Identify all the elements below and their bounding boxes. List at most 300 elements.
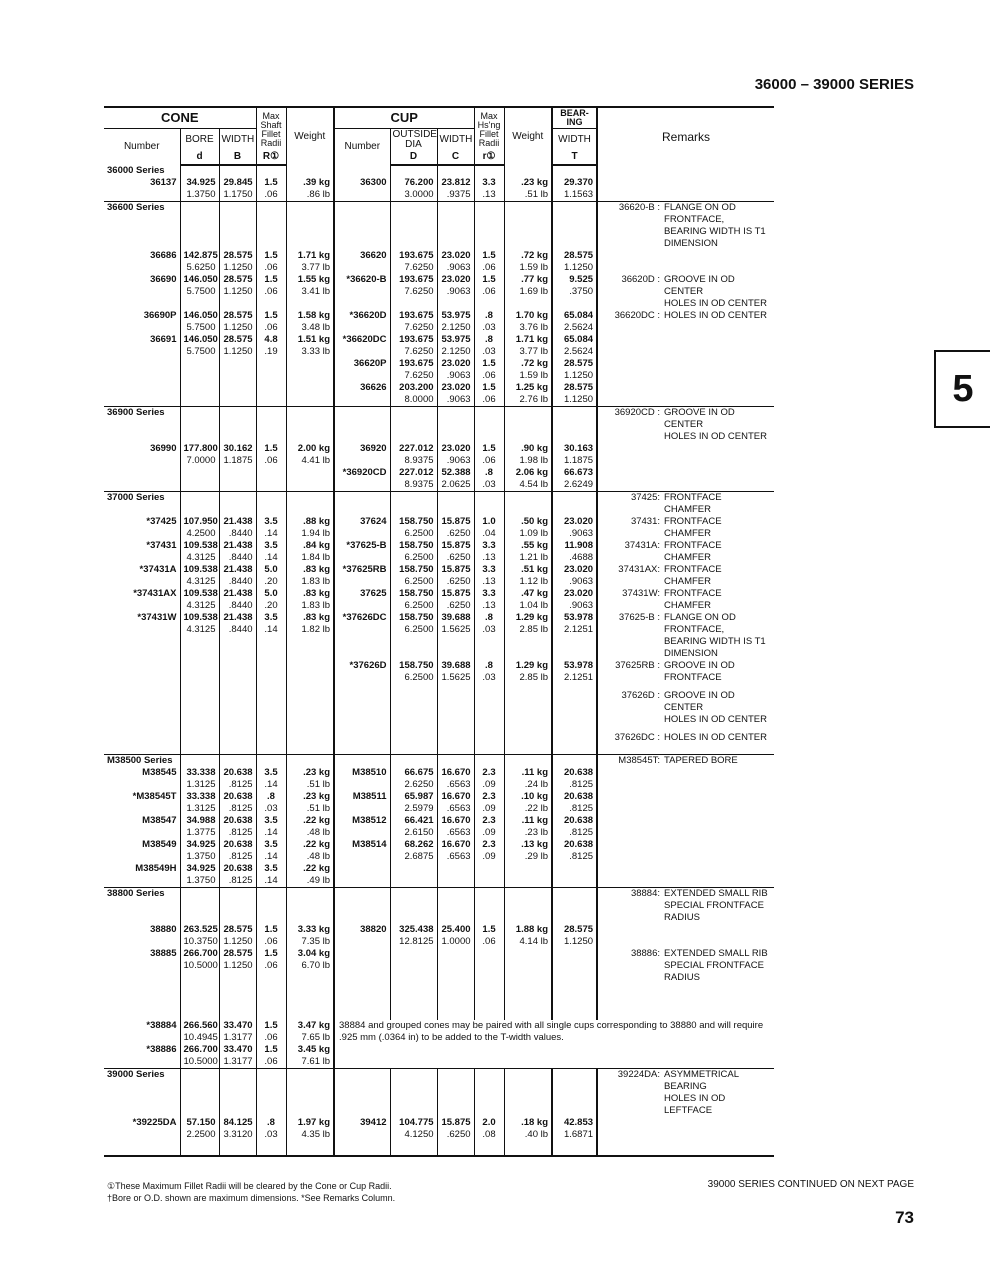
shaft-radius-inch: .14 [264, 827, 278, 838]
remarks-cell [597, 924, 774, 948]
shaft-radius-metric: 3.5 [264, 839, 278, 850]
cup-width-metric: 23.020 [441, 358, 471, 369]
shaft-radius-inch: .06 [264, 960, 278, 971]
cup-number [334, 863, 390, 888]
cone-width [219, 791, 256, 815]
cone-weight-inch: 7.65 lb [301, 1032, 331, 1043]
cone-number [104, 358, 180, 382]
bearing-width-metric: 28.575 [563, 250, 594, 261]
cup-width-inch: .9063 [446, 262, 471, 273]
bore [180, 516, 219, 540]
bearing-width-inch: 1.1250 [563, 936, 594, 947]
housing-radius-metric: .8 [485, 334, 493, 345]
cone-width-inch: 1.1875 [223, 455, 253, 466]
remark-text: GROOVE IN OD CENTER [664, 274, 735, 297]
cone-width [219, 612, 256, 660]
bearing-width [552, 863, 597, 888]
cup-width [437, 767, 474, 791]
series-title: 38800 Series [104, 888, 180, 925]
bearing-width-metric: 28.575 [563, 382, 594, 393]
remark-text: HOLES IN OD LEFTFACE [664, 1093, 726, 1116]
shaft-radius [256, 588, 286, 612]
cup-number: 37624 [334, 516, 390, 540]
outside-dia-inch: 6.2500 [404, 576, 434, 587]
bearing-width-metric: 30.163 [563, 443, 594, 454]
section-tab [934, 350, 990, 428]
remarks-cell [597, 382, 774, 407]
cup-width-inch: 1.5625 [441, 624, 471, 635]
cone-width-metric: 20.638 [223, 767, 253, 778]
outside-dia-inch: 6.2500 [404, 552, 434, 563]
bearing-width [552, 588, 597, 612]
cone-width-metric: 28.575 [223, 274, 253, 285]
cup-weight [504, 1117, 552, 1141]
cone-width [219, 1117, 256, 1141]
cone-weight-metric: .88 kg [303, 516, 331, 527]
cup-width-inch: .6563 [446, 779, 471, 790]
bore [180, 1117, 219, 1141]
remark-text: HOLES IN OD CENTER [664, 714, 767, 725]
shaft-radius-metric: 1.5 [264, 274, 278, 285]
outside-dia-inch: 6.2500 [404, 600, 434, 611]
remark-key [608, 226, 660, 238]
cone-number: *M38545T [132, 791, 177, 802]
shaft-radius-inch: .06 [264, 286, 278, 297]
cone-width [219, 815, 256, 839]
remark-key: 37626D : [621, 690, 661, 701]
remark-line [608, 755, 771, 767]
remark-text: GROOVE IN OD CENTER [664, 690, 735, 713]
cone-weight [286, 839, 334, 863]
housing-radius-metric: 3.3 [482, 540, 496, 551]
cone-width-metric: 21.438 [223, 588, 253, 599]
remark-text: SPECIAL FRONTFACE [664, 900, 764, 911]
outside-dia-metric: 65.987 [404, 791, 434, 802]
shaft-radius-metric: 1.5 [264, 924, 278, 935]
cup-width-inch: 2.1250 [441, 322, 471, 333]
outside-dia-metric: 227.012 [399, 443, 434, 454]
outside-dia-inch: 6.2500 [404, 624, 434, 635]
bearing-width-inch: 1.1250 [563, 370, 594, 381]
remark-key: 38884: [630, 888, 661, 899]
cup-weight [504, 334, 552, 358]
cup-weight-metric: .11 kg [521, 767, 549, 778]
remarks-cell [597, 726, 774, 755]
empty-cell [256, 755, 286, 768]
housing-radius [474, 924, 504, 948]
bore-inch: 1.3750 [186, 875, 216, 886]
bearing-width [552, 564, 597, 588]
cone-weight-metric: .83 kg [303, 588, 331, 599]
cone-width [219, 924, 256, 948]
cone-width-inch: 1.3177 [223, 1056, 253, 1067]
bearing-width-header: WIDTH [552, 129, 597, 152]
bore [180, 612, 219, 660]
cup-weight [504, 839, 552, 863]
outside-dia [390, 588, 437, 612]
remarks-cell [597, 660, 774, 684]
cone-weight-inch: 4.35 lb [301, 1129, 331, 1140]
remarks-cell [597, 334, 774, 358]
shaft-radius-inch: .06 [264, 189, 278, 200]
table-row [104, 250, 774, 274]
remark-text: FLANGE ON OD FRONTFACE, [664, 202, 736, 225]
shaft-radius-inch: .14 [264, 851, 278, 862]
cup-width-inch: .6563 [446, 827, 471, 838]
empty-cell [552, 1069, 597, 1118]
outside-dia-metric: 104.775 [399, 1117, 434, 1128]
cup-width [437, 839, 474, 863]
empty-cell [390, 407, 437, 444]
cup-width-inch: 2.1250 [441, 346, 471, 357]
bearing-width-metric: 28.575 [563, 924, 594, 935]
remark-text: SPECIAL FRONTFACE [664, 960, 764, 971]
cup-width [437, 564, 474, 588]
empty-cell [286, 888, 334, 925]
cup-weight-header: Weight [504, 107, 552, 165]
housing-radius [474, 1117, 504, 1141]
bearing-width [552, 660, 597, 684]
housing-radius-inch: .03 [482, 624, 496, 635]
bore-metric: 109.538 [183, 564, 218, 575]
outside-dia-inch: 8.9375 [404, 479, 434, 490]
cup-width [437, 660, 474, 684]
shaft-radius [256, 358, 286, 382]
cone-width-inch: 3.3120 [223, 1129, 253, 1140]
outside-dia-inch: 7.6250 [404, 370, 434, 381]
empty-cell [286, 684, 334, 726]
cone-width-metric: 20.638 [223, 815, 253, 826]
cup-number: M38512 [334, 815, 390, 839]
cup-width-metric: 23.020 [441, 250, 471, 261]
bore [180, 467, 219, 492]
table-row [104, 1117, 774, 1141]
remark-key [608, 298, 660, 310]
housing-radius-metric: .8 [485, 660, 493, 671]
bearing-width [552, 767, 597, 791]
cup-number: M38514 [334, 839, 390, 863]
outside-dia [390, 863, 437, 888]
empty-cell [104, 684, 180, 726]
empty-cell [104, 726, 180, 755]
cup-width-metric: 39.688 [441, 612, 471, 623]
cone-weight-inch: .49 lb [306, 875, 331, 886]
cup-width-inch: .6250 [446, 600, 471, 611]
cup-weight-inch: 1.98 lb [519, 455, 549, 466]
housing-radius [474, 274, 504, 310]
table-row [104, 177, 774, 202]
cup-weight-metric: 1.29 kg [515, 660, 549, 671]
cup-width-inch: 1.0000 [441, 936, 471, 947]
cone-number: 36137 [150, 177, 177, 188]
cup-width [437, 358, 474, 382]
continued-note: 39000 SERIES CONTINUED ON NEXT PAGE [707, 1179, 914, 1190]
cup-number: 36620 [334, 250, 390, 274]
cup-width [437, 334, 474, 358]
table-row [104, 467, 774, 492]
housing-radius [474, 540, 504, 564]
housing-radius-inch: .09 [482, 827, 496, 838]
cone-weight-inch: 1.84 lb [301, 552, 331, 563]
empty-cell [180, 1069, 219, 1118]
housing-radius [474, 948, 504, 984]
shaft-radius-metric: 1.5 [264, 250, 278, 261]
series-title: 36900 Series [104, 407, 180, 444]
cone-number: M38549 [142, 839, 177, 850]
cone-weight-metric: .22 kg [303, 839, 331, 850]
cup-width [437, 612, 474, 660]
shaft-radius-inch: .06 [264, 455, 278, 466]
cup-weight [504, 382, 552, 407]
outside-dia-metric: 76.200 [404, 177, 434, 188]
bearing-width-inch: 1.1250 [563, 262, 594, 273]
outside-dia [390, 358, 437, 382]
housing-radius-metric: 2.3 [482, 839, 496, 850]
shaft-radius [256, 540, 286, 564]
empty-cell [504, 726, 552, 755]
spacer-row [104, 984, 774, 1020]
remark-line [608, 612, 771, 636]
outside-dia-inch: 6.2500 [404, 528, 434, 539]
empty-cell [552, 726, 597, 755]
housing-radius-inch: .04 [482, 528, 496, 539]
cone-width [219, 863, 256, 888]
cone-width [219, 250, 256, 274]
bore-metric: 34.925 [186, 863, 216, 874]
cup-weight [504, 250, 552, 274]
cone-weight [286, 540, 334, 564]
outside-dia [390, 767, 437, 791]
cup-weight [504, 443, 552, 467]
cone-weight-inch: 3.77 lb [301, 262, 331, 273]
cone-width-metric: 28.575 [223, 924, 253, 935]
cup-width [437, 924, 474, 948]
cup-width-metric: 15.875 [441, 588, 471, 599]
bore-inch: 4.3125 [186, 576, 216, 587]
shaft-radius-metric: 1.5 [264, 1044, 278, 1055]
shaft-radius-metric: .8 [267, 791, 275, 802]
bearing-width [552, 791, 597, 815]
cup-weight-inch: 1.09 lb [519, 528, 549, 539]
housing-radius-inch: .08 [482, 1129, 496, 1140]
housing-radius [474, 310, 504, 334]
bearing-table-wrapper [104, 106, 774, 1157]
shaft-radius-inch: .20 [264, 600, 278, 611]
remark-text: FRONTFACE CHAMFER [664, 540, 722, 563]
shaft-radius [256, 660, 286, 684]
max-hsng-header: Max Hs'ng Fillet Radii [474, 107, 504, 151]
cone-weight-inch: 1.83 lb [301, 576, 331, 587]
bore-inch: 5.7500 [186, 286, 216, 297]
shaft-radius [256, 863, 286, 888]
cone-weight [286, 334, 334, 358]
shaft-radius-inch: .14 [264, 624, 278, 635]
shaft-radius-inch: .06 [264, 1032, 278, 1043]
bearing-width-symbol: T [552, 151, 597, 165]
remark-line [608, 888, 771, 900]
cone-weight-inch: 3.41 lb [301, 286, 331, 297]
empty-cell [334, 888, 390, 925]
cone-width-inch: 1.1250 [223, 322, 253, 333]
cone-width-metric: 28.575 [223, 310, 253, 321]
cup-weight-metric: 1.25 kg [515, 382, 549, 393]
footnotes [107, 1180, 395, 1204]
cone-weight-inch: .48 lb [306, 851, 331, 862]
cup-width [437, 791, 474, 815]
cup-weight [504, 588, 552, 612]
cone-width-inch: .8440 [228, 528, 253, 539]
table-row [104, 924, 774, 948]
remarks-cell [597, 839, 774, 863]
cup-weight-metric: .51 kg [521, 564, 549, 575]
outside-dia-metric: 193.675 [399, 250, 434, 261]
bore-inch: 1.3125 [186, 803, 216, 814]
bore-metric: 107.950 [183, 516, 218, 527]
outside-dia-metric: 193.675 [399, 310, 434, 321]
shaft-radius-metric: 5.0 [264, 588, 278, 599]
bearing-width-inch: .8125 [569, 803, 594, 814]
cup-width-metric: 15.875 [441, 540, 471, 551]
cup-weight-inch: .51 lb [524, 189, 549, 200]
bore [180, 863, 219, 888]
empty-cell [552, 407, 597, 444]
cone-width-metric: 28.575 [223, 250, 253, 261]
cup-width [437, 177, 474, 202]
housing-radius-metric: 2.0 [482, 1117, 496, 1128]
shaft-radius-inch: .06 [264, 936, 278, 947]
housing-radius-inch: .06 [482, 936, 496, 947]
outside-dia-header: OUTSIDE DIA [390, 129, 437, 152]
cup-weight [504, 358, 552, 382]
cup-width [437, 948, 474, 984]
outside-dia-metric: 158.750 [399, 516, 434, 527]
bore-inch: 10.5000 [183, 960, 218, 971]
cone-width-inch: 1.1250 [223, 936, 253, 947]
cone-width-metric: 20.638 [223, 863, 253, 874]
bearing-width [552, 274, 597, 310]
cone-weight-metric: 3.33 kg [297, 924, 331, 935]
cone-weight-inch: 7.35 lb [301, 936, 331, 947]
cup-weight-inch: .29 lb [524, 851, 549, 862]
cup-number: 39412 [334, 1117, 390, 1141]
cup-width-metric: 39.688 [441, 660, 471, 671]
empty-cell [437, 684, 474, 726]
cone-number: *37431AX [133, 588, 177, 599]
cone-weight-metric: 1.58 kg [297, 310, 331, 321]
outside-dia [390, 924, 437, 948]
bore [180, 250, 219, 274]
cup-weight [504, 660, 552, 684]
cone-number: *37431W [137, 612, 177, 623]
cone-weight-metric: .22 kg [303, 863, 331, 874]
bore-inch: 5.6250 [186, 262, 216, 273]
empty-cell [256, 888, 286, 925]
outside-dia [390, 274, 437, 310]
outside-dia-inch: 7.6250 [404, 346, 434, 357]
shaft-radius [256, 815, 286, 839]
cone-number: 36690P [143, 310, 177, 321]
remark-text: HOLES IN OD CENTER [664, 732, 767, 743]
cone-width [219, 839, 256, 863]
bore [180, 334, 219, 358]
empty-cell [219, 492, 256, 517]
bearing-width [552, 334, 597, 358]
cup-width-inch: .9063 [446, 286, 471, 297]
empty-cell [437, 1141, 474, 1156]
shaft-radius-metric: .8 [267, 1117, 275, 1128]
cup-width-metric: 16.670 [441, 791, 471, 802]
remark-key: 39224DA: [617, 1069, 661, 1080]
remark-key: 37425: [630, 492, 661, 503]
outside-dia [390, 660, 437, 684]
cone-width-metric: 20.638 [223, 839, 253, 850]
remark-key [608, 636, 660, 648]
cup-width-metric: 25.400 [441, 924, 471, 935]
bearing-width-metric: 20.638 [563, 815, 594, 826]
cone-weight-metric: .23 kg [303, 767, 331, 778]
cup-width-inch: 1.5625 [441, 672, 471, 683]
remark-line [608, 960, 771, 972]
empty-cell [334, 984, 390, 1020]
outside-dia-metric: 158.750 [399, 564, 434, 575]
table-row [104, 839, 774, 863]
housing-radius-inch: .06 [482, 455, 496, 466]
cone-weight-metric: 1.71 kg [297, 250, 331, 261]
empty-cell [180, 165, 219, 177]
cone-width [219, 1020, 256, 1044]
remarks-cell [597, 815, 774, 839]
outside-dia-inch: 2.6250 [404, 779, 434, 790]
cup-width-inch: .6250 [446, 552, 471, 563]
cone-weight-metric: .23 kg [303, 791, 331, 802]
cone-width-metric: 21.438 [223, 540, 253, 551]
cup-header: CUP [334, 107, 474, 129]
bore-metric: 177.800 [183, 443, 218, 454]
table-header [104, 107, 774, 165]
bore-inch: 1.3750 [186, 189, 216, 200]
table-row [104, 334, 774, 358]
series-row [104, 492, 774, 517]
remark-line [608, 407, 771, 431]
housing-radius-inch: .09 [482, 803, 496, 814]
empty-cell [474, 755, 504, 768]
outside-dia-inch: 7.6250 [404, 286, 434, 297]
cone-weight [286, 1117, 334, 1141]
empty-cell [474, 407, 504, 444]
bore [180, 588, 219, 612]
bore-metric: 146.050 [183, 334, 218, 345]
outside-dia-metric: 158.750 [399, 612, 434, 623]
cone-width-inch: .8125 [228, 827, 253, 838]
bearing-width-inch: .4688 [569, 552, 594, 563]
cone-weight-inch: 4.41 lb [301, 455, 331, 466]
outside-dia [390, 334, 437, 358]
bearing-width-inch: 1.1563 [563, 189, 594, 200]
cup-width [437, 274, 474, 310]
cup-width-inch: .9063 [446, 370, 471, 381]
cup-width [437, 250, 474, 274]
series-title: 37000 Series [104, 492, 180, 517]
bore [180, 358, 219, 382]
cup-weight-metric: .72 kg [521, 358, 549, 369]
bearing-width-metric: 23.020 [563, 516, 594, 527]
housing-radius-metric: 1.5 [482, 382, 496, 393]
housing-radius-inch: .03 [482, 322, 496, 333]
remark-text: FRONTFACE CHAMFER [664, 492, 722, 515]
shaft-radius-inch: .06 [264, 322, 278, 333]
cup-weight-metric: .23 kg [521, 177, 549, 188]
cone-width-inch: 1.1250 [223, 960, 253, 971]
